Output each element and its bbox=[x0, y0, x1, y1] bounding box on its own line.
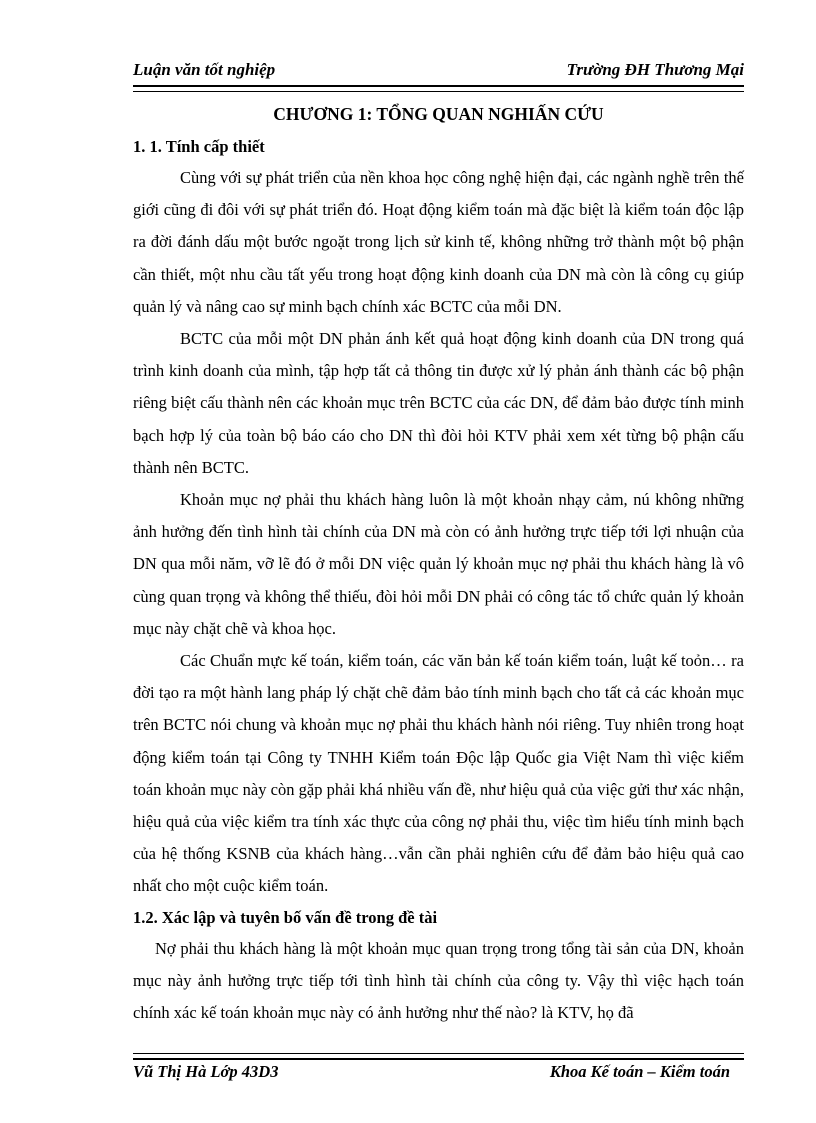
paragraph: Cùng với sự phát triển của nền khoa học công nghệ hiện đại, các ngành nghề trên thế giới cũng đi đôi với sự phát triển đó. Hoạt động kiểm toán mà đặc biệt là kiểm toán độc lập ra đời đánh dấu một bước ngoặt trong lịch sử kinh tế, không những trở thành một bộ phận cần thiết, một nhu cầu tất yếu trong hoạt động kinh doanh của DN mà còn là công cụ giúp quản lý và nâng cao sự minh bạch chính xác BCTC của mỗi DN. bbox=[133, 168, 744, 316]
paragraph: Các Chuẩn mực kế toán, kiểm toán, các văn bản kế toán kiểm toán, luật kế toỏn… ra đời tạo ra một hành lang pháp lý chặt chẽ đảm bảo tính minh bạch cho tất cả các khoản mục trên BCTC nói chung và khoản mục nợ phải thu khách hành nói riêng. Tuy nhiên trong hoạt động kiểm toán tại Công ty TNHH Kiểm toán Độc lập Quốc gia Việt Nam thì việc kiểm toán khoản mục này còn gặp phải khá nhiều vấn đề, như hiệu quả của việc gửi thư xác nhận, hiệu quả của việc kiểm tra tính xác thực của công nợ phải thu, việc tìm hiểu tính minh bạch của hệ thống KSNB của khách hàng…vẫn cần phải nghiên cứu để đảm bảo hiệu quả cao nhất cho một cuộc kiểm toán. bbox=[133, 651, 744, 896]
chapter-title: CHƯƠNG 1: TỔNG QUAN NGHIẤN CỨU bbox=[273, 104, 604, 124]
section-heading-urgency: 1. 1. Tính cấp thiết bbox=[133, 137, 265, 156]
paragraph: Khoản mục nợ phải thu khách hàng luôn là một khoản nhạy cảm, nú không những ảnh hưởng đến tình hình tài chính của DN mà còn có ảnh hưởng trực tiếp tới lợi nhuận của DN qua mỗi năm, vỡ lẽ đó ở mỗi DN việc quản lý khoản mục nợ phải thu khách hàng là vô cùng quan trọng và không thể thiếu, đòi hỏi mỗi DN phải có công tác tổ chức quản lý khoản mục này chặt chẽ và khoa học. bbox=[133, 490, 744, 638]
paragraph: Nợ phải thu khách hàng là một khoản mục quan trọng trong tổng tài sản của DN, khoản mục này ảnh hưởng trực tiếp tới tình hình tài chính của công ty. Vậy thì việc hạch toán chính xác kế toán khoản mục này có ảnh hưởng như thế nào? là KTV, họ đã bbox=[133, 938, 744, 1023]
header-university-label: Trường ĐH Thương Mại bbox=[566, 60, 744, 79]
header-divider bbox=[133, 85, 744, 92]
page-body bbox=[133, 96, 744, 1029]
paragraph: BCTC của mỗi một DN phản ánh kết quả hoạt động kinh doanh của DN trong quá trình kinh doanh của mình, tập hợp tất cả thông tin được xử lý phản ánh thành các bộ phận riêng biệt cấu thành nên các khoản mục trên BCTC của các DN, để đảm bảo được tính minh bạch hợp lý của toàn bộ báo cáo cho DN thì đòi hỏi KTV phải xem xét từng bộ phận cấu thành nên BCTC. bbox=[133, 329, 744, 477]
header-thesis-label: Luận văn tốt nghiệp bbox=[133, 60, 276, 79]
footer-author-label: Vũ Thị Hà Lớp 43D3 bbox=[133, 1062, 279, 1081]
section-heading-problem-statement: 1.2. Xác lập và tuyên bố vấn đề trong đề tài bbox=[133, 907, 438, 927]
footer-faculty-label: Khoa Kế toán – Kiểm toán bbox=[549, 1062, 730, 1081]
page-header bbox=[133, 56, 744, 80]
page-footer bbox=[133, 1058, 730, 1082]
